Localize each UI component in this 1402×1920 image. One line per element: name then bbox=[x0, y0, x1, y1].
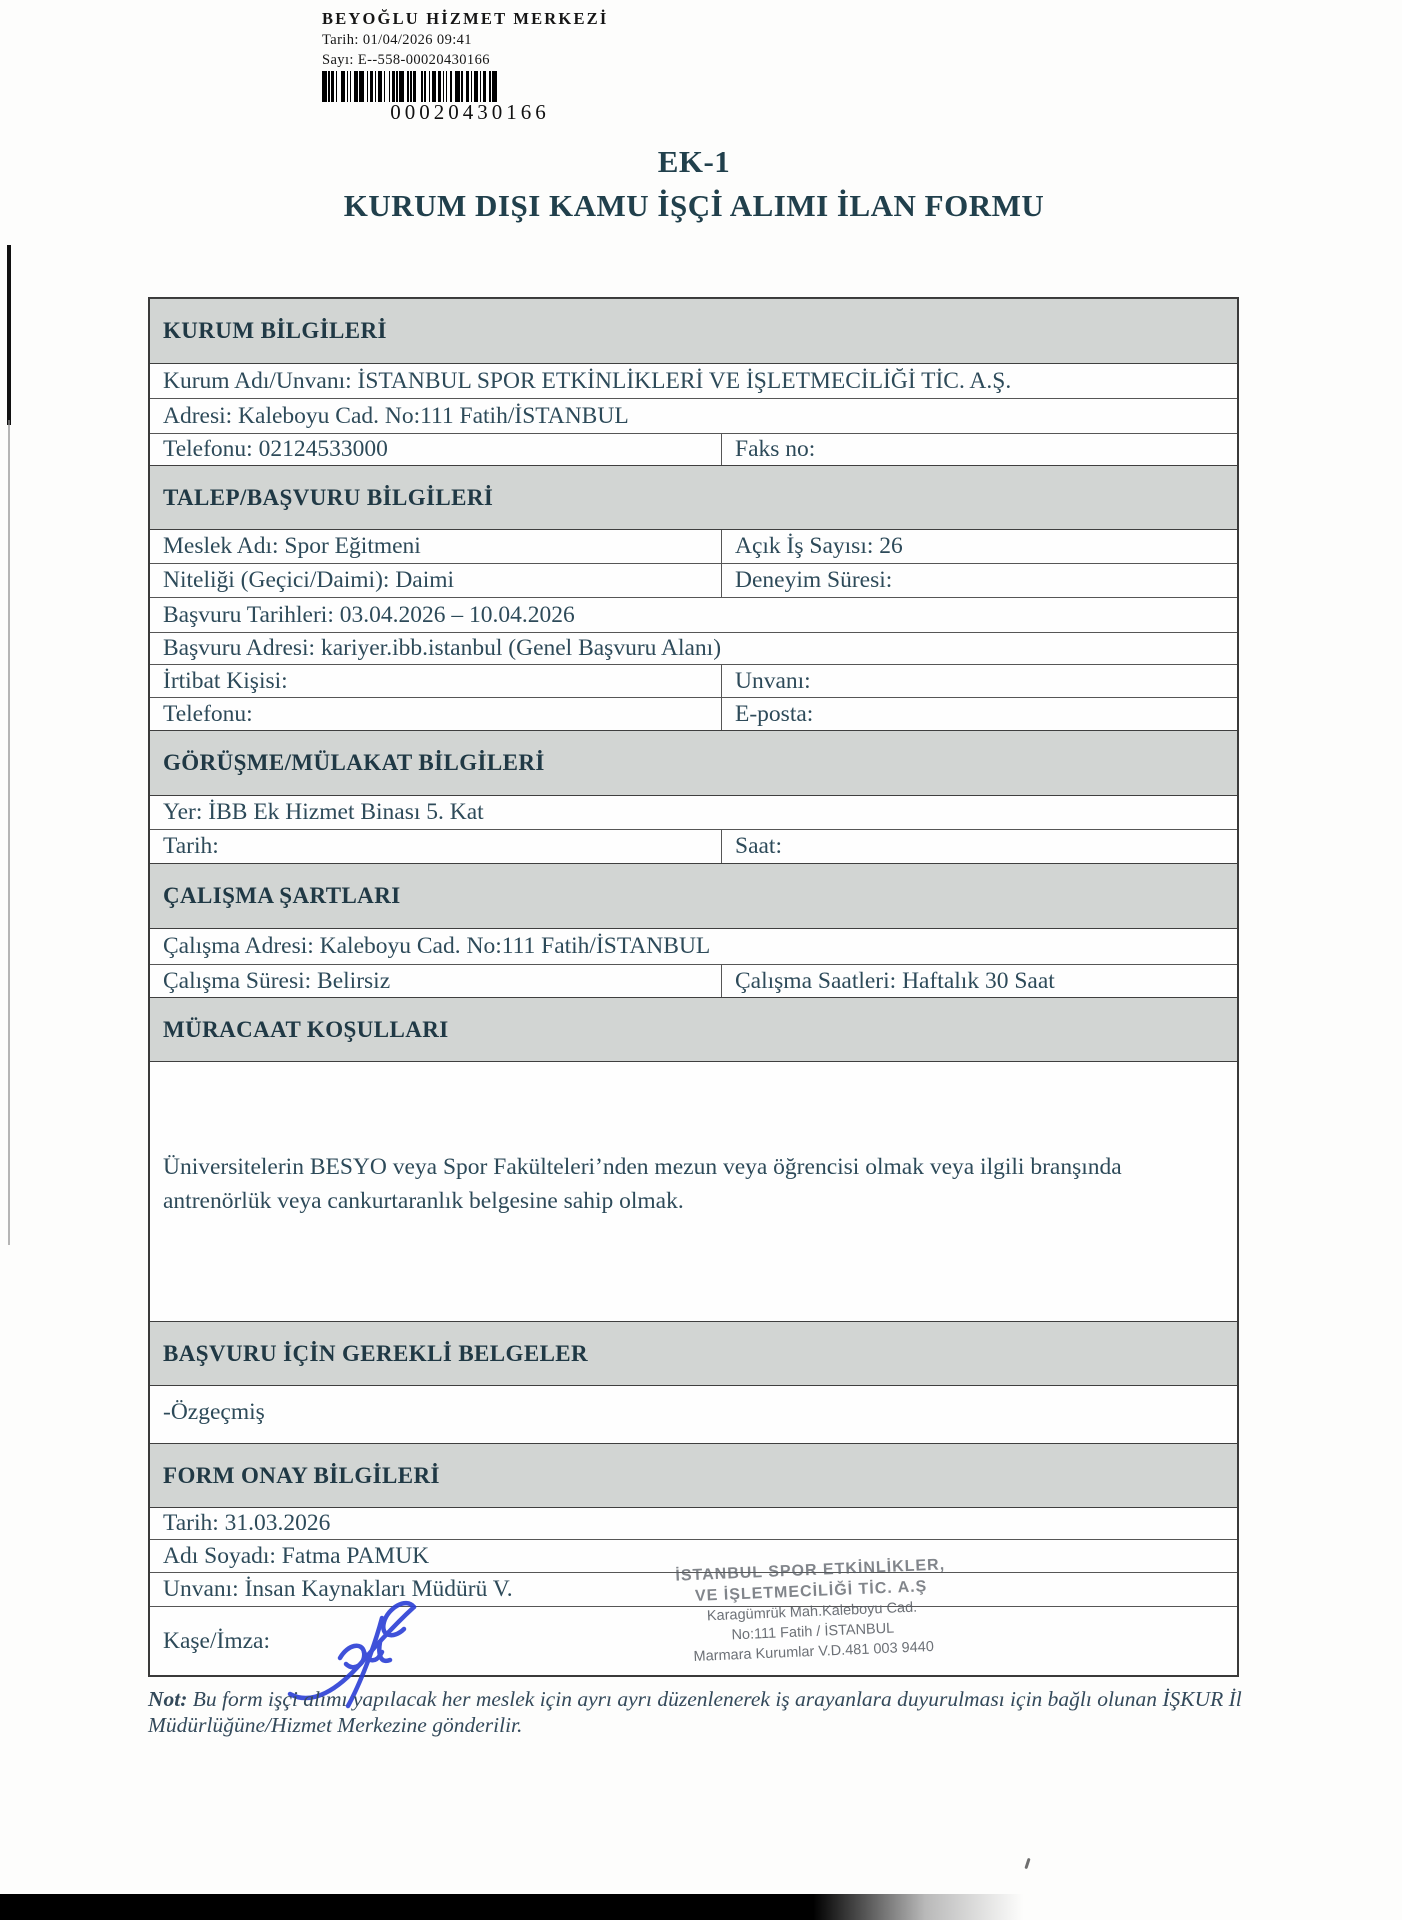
form-row bbox=[150, 633, 1237, 665]
form-row bbox=[150, 399, 1237, 434]
section-header-label: GÖRÜŞME/MÜLAKAT BİLGİLERİ bbox=[163, 750, 545, 775]
stamp-line: Marmara Kurumlar V.D.481 003 9440 bbox=[693, 1638, 935, 1665]
form-row bbox=[150, 929, 1237, 965]
form-field-right: Unvanı: bbox=[735, 667, 811, 694]
form-field: -Özgeçmiş bbox=[163, 1399, 265, 1425]
form-row bbox=[150, 796, 1237, 830]
letterhead-number: Sayı: E--558-00020430166 bbox=[322, 52, 490, 68]
form-field: Üniversitelerin BESYO veya Spor Fakülteleri’nden mezun veya öğrencisi olmak veya ilgili branşında antrenörlük veya cankurtaranlık belgesine sahip olmak. bbox=[163, 1154, 1122, 1214]
form-field: Kurum Adı/Unvanı: İSTANBUL SPOR ETKİNLİKLERİ VE İŞLETMECİLİĞİ TİC. A.Ş. bbox=[163, 367, 1012, 394]
form-row bbox=[150, 598, 1237, 633]
scan-edge-artifact-faint bbox=[8, 420, 10, 1245]
scan-speck-artifact bbox=[1024, 1858, 1030, 1869]
form-field-left: Çalışma Süresi: Belirsiz bbox=[150, 965, 722, 997]
form-field-left: İrtibat Kişisi: bbox=[150, 665, 722, 697]
section-header-label: ÇALIŞMA ŞARTLARI bbox=[163, 883, 401, 908]
section-header-label: BAŞVURU İÇİN GEREKLİ BELGELER bbox=[163, 1340, 589, 1366]
form-title-ek: EK-1 bbox=[657, 144, 731, 179]
form-title-main: KURUM DIŞI KAMU İŞÇİ ALIMI İLAN FORMU bbox=[343, 188, 1045, 223]
form-field: Başvuru Adresi: kariyer.ibb.istanbul (Genel Başvuru Alanı) bbox=[163, 635, 722, 661]
section-header-label: KURUM BİLGİLERİ bbox=[163, 318, 387, 343]
barcode bbox=[322, 71, 618, 102]
form-row bbox=[150, 965, 1237, 998]
form-row bbox=[150, 698, 1237, 731]
form-row bbox=[150, 434, 1237, 466]
form-field-right: Çalışma Saatleri: Haftalık 30 Saat bbox=[735, 967, 1055, 994]
scan-edge-artifact-dark bbox=[7, 245, 11, 425]
form-field-right: Faks no: bbox=[735, 436, 816, 462]
footnote bbox=[148, 1686, 1246, 1738]
letterhead bbox=[322, 8, 742, 70]
form-field: Adresi: Kaleboyu Cad. No:111 Fatih/İSTANBUL bbox=[163, 402, 629, 429]
announcement-form-table bbox=[148, 297, 1239, 1677]
section-header-row bbox=[150, 863, 1237, 929]
form-field-left: Tarih: bbox=[150, 830, 722, 863]
section-header-row bbox=[150, 730, 1237, 796]
form-field-right: Saat: bbox=[735, 833, 782, 859]
section-header-row bbox=[150, 298, 1237, 364]
form-field: Çalışma Adresi: Kaleboyu Cad. No:111 Fatih/İSTANBUL bbox=[163, 933, 711, 959]
form-row bbox=[150, 1508, 1237, 1540]
form-field-right: Açık İş Sayısı: 26 bbox=[735, 533, 903, 559]
stamp-line: VE İŞLETMECİLİĞİ TİC. A.Ş bbox=[694, 1578, 928, 1605]
section-header-label: FORM ONAY BİLGİLERİ bbox=[163, 1462, 440, 1488]
form-row bbox=[150, 665, 1237, 698]
form-field: Başvuru Tarihleri: 03.04.2026 – 10.04.2026 bbox=[163, 601, 575, 628]
section-header-row bbox=[150, 1321, 1237, 1386]
form-field-left: Meslek Adı: Spor Eğitmeni bbox=[150, 530, 722, 563]
stamp-line: Karagümrük Mah.Kaleboyu Cad. bbox=[706, 1599, 918, 1625]
form-field-left: Telefonu: bbox=[150, 698, 722, 730]
barcode-number: 00020430166 bbox=[390, 100, 550, 124]
form-field-left: Niteliği (Geçici/Daimi): Daimi bbox=[150, 564, 722, 597]
form-row bbox=[150, 530, 1237, 564]
form-field: Tarih: 31.03.2026 bbox=[163, 1510, 331, 1536]
form-field: Yer: İBB Ek Hizmet Binası 5. Kat bbox=[163, 799, 484, 825]
service-center-name: BEYOĞLU HİZMET MERKEZİ bbox=[322, 9, 609, 28]
section-header-row bbox=[150, 997, 1237, 1062]
footnote-text: Bu form işçi alımı yapılacak her meslek için ayrı ayrı düzenlenerek iş arayanlara duyurulması için bağlı olunan İŞKUR İl Müdürlüğüne/Hizmet Merkezine gönderilir. bbox=[148, 1687, 1242, 1737]
form-field-right: E-posta: bbox=[735, 700, 814, 727]
section-header-row bbox=[150, 465, 1237, 530]
form-field: Adı Soyadı: Fatma PAMUK bbox=[163, 1542, 430, 1569]
letterhead-date: Tarih: 01/04/2026 09:41 bbox=[322, 32, 472, 48]
scan-bottom-bar-artifact bbox=[0, 1894, 1402, 1920]
form-field-right: Deneyim Süresi: bbox=[735, 567, 893, 593]
stamp-line: No:111 Fatih / İSTANBUL bbox=[731, 1620, 895, 1644]
company-stamp bbox=[650, 1553, 974, 1668]
section-header-label: TALEP/BAŞVURU BİLGİLERİ bbox=[163, 484, 494, 510]
footnote-label: Not: bbox=[148, 1687, 188, 1711]
form-row bbox=[150, 364, 1237, 399]
form-row bbox=[150, 1062, 1237, 1322]
form-row bbox=[150, 564, 1237, 598]
form-row bbox=[150, 830, 1237, 864]
form-field: Unvanı: İnsan Kaynakları Müdürü V. bbox=[163, 1576, 513, 1602]
barcode-bar bbox=[497, 71, 499, 102]
stamp-line: İSTANBUL SPOR ETKİNLİKLER, bbox=[675, 1556, 946, 1585]
section-header-label: MÜRACAAT KOŞULLARI bbox=[163, 1016, 449, 1042]
section-header-row bbox=[150, 1443, 1237, 1508]
form-field: Kaşe/İmza: bbox=[163, 1627, 271, 1654]
form-row bbox=[150, 1386, 1237, 1444]
form-field-left: Telefonu: 02124533000 bbox=[150, 434, 722, 465]
